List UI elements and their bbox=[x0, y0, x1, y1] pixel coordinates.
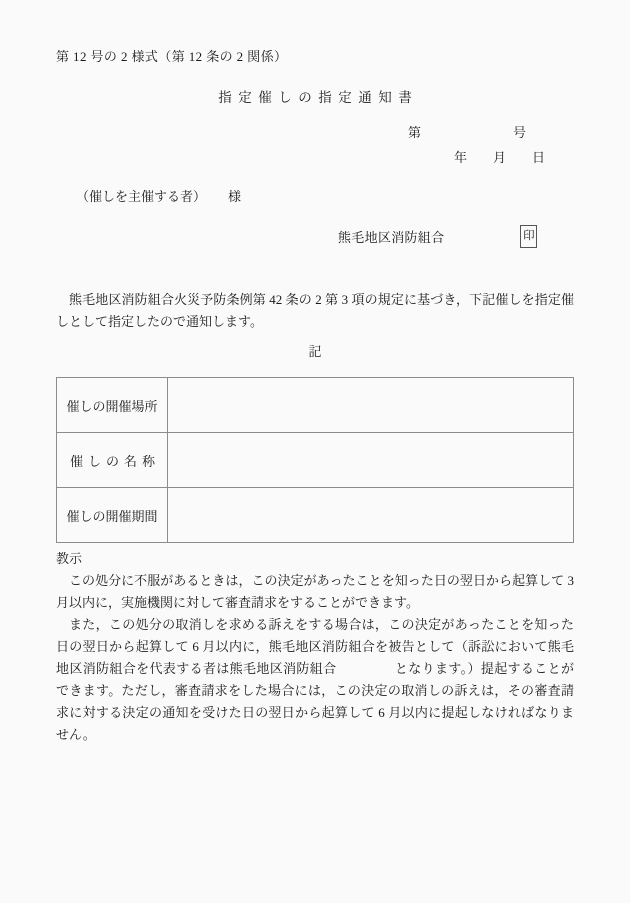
addressee-honorific: 様 bbox=[228, 189, 242, 204]
ki-marker: 記 bbox=[308, 344, 322, 359]
addressee-target: （催しを主催する者） bbox=[76, 189, 207, 204]
table-row bbox=[57, 433, 574, 488]
event-details-table bbox=[56, 377, 574, 543]
date-day-label: 日 bbox=[532, 150, 546, 165]
table-row-value[interactable] bbox=[168, 378, 574, 433]
issuer-line bbox=[338, 225, 537, 248]
form-code: 第 12 号の 2 様式（第 12 条の 2 関係） bbox=[56, 49, 288, 64]
issuer-name: 熊毛地区消防組合 bbox=[338, 230, 445, 245]
table-label-text: 催しの開催期間 bbox=[66, 508, 158, 524]
document-number-line bbox=[394, 122, 574, 141]
document-meta-block bbox=[394, 122, 574, 166]
instruction-section bbox=[56, 548, 574, 746]
table-row bbox=[57, 488, 574, 543]
instruction-paragraph-2 bbox=[56, 614, 574, 746]
table-row-label bbox=[57, 433, 168, 488]
date-month-label: 月 bbox=[493, 150, 507, 165]
document-number-suffix: 号 bbox=[513, 125, 527, 140]
table-label-text: 催しの名称 bbox=[70, 453, 161, 469]
table-row bbox=[57, 378, 574, 433]
table-row-value[interactable] bbox=[168, 433, 574, 488]
date-year-label: 年 bbox=[454, 150, 468, 165]
document-title: 指定催しの指定通知書 bbox=[218, 90, 419, 105]
table-label-text: 催しの開催場所 bbox=[66, 398, 158, 414]
table-row-label bbox=[57, 378, 168, 433]
table-row-value[interactable] bbox=[168, 488, 574, 543]
table-row-label bbox=[57, 488, 168, 543]
instruction-paragraph-2-part-2: となります。）提起することができます。ただし，審査請求をした場合には，この決定の取消しの訴えは，その審査請求に対する決定の通知を受けた日の翌日から起算して 6 月以内に提起しなければなりません。 bbox=[56, 661, 574, 742]
addressee-line bbox=[76, 186, 241, 205]
body-paragraph: 熊毛地区消防組合火災予防条例第 42 条の 2 第 3 項の規定に基づき，下記催しを指定催しとして指定したので通知します。 bbox=[56, 292, 574, 329]
instruction-paragraph-2-part-1: また，この処分の取消しを求める訴えをする場合は，この決定があったことを知った日の翌日から起算して 6 月以内に，熊毛地区消防組合を被告として（訴訟において熊毛地区消防組合を代表する者は熊毛地区消防組合 bbox=[56, 617, 574, 676]
instruction-paragraph-1: この処分に不服があるときは，この決定があったことを知った日の翌日から起算して 3 月以内に，実施機関に対して審査請求をすることができます。 bbox=[56, 573, 574, 610]
document-number-prefix: 第 bbox=[408, 125, 422, 140]
document-date-line bbox=[394, 147, 574, 166]
instruction-heading: 教示 bbox=[56, 551, 83, 566]
seal-box-icon: 印 bbox=[520, 225, 537, 248]
